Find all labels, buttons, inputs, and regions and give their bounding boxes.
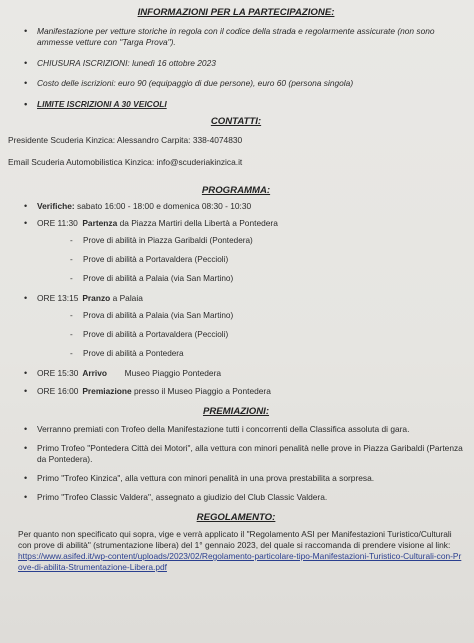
list-item: - Prove di abilità a Portavaldera (Peccioli) xyxy=(8,254,464,265)
schedule-label: Premiazione xyxy=(82,386,132,396)
list-item: • Costo delle iscrizioni: euro 90 (equipaggio di due persone), euro 60 (persona singola) xyxy=(8,78,464,89)
schedule-detail: presso il Museo Piaggio a Pontedera xyxy=(134,386,271,396)
schedule-time: ORE 13:15 xyxy=(37,293,79,303)
schedule-label: Pranzo xyxy=(82,293,111,303)
list-item: • Verranno premiati con Trofeo della Manifestazione tutti i concorrenti della Classifica assoluta di gara. xyxy=(8,424,464,435)
verifiche-label: Verifiche: xyxy=(37,201,75,211)
list-item xyxy=(8,386,464,397)
sub-list xyxy=(8,310,464,359)
list-item xyxy=(8,201,464,212)
schedule-detail: Museo Piaggio Pontedera xyxy=(124,368,222,378)
list-item: - Prove di abilità a Palaia (via San Martino) xyxy=(8,273,464,284)
info-title: INFORMAZIONI PER LA PARTECIPAZIONE: xyxy=(137,7,335,18)
programma-list-3 xyxy=(8,368,464,397)
list-item: • Primo "Trofeo Kinzica", alla vettura con minori penalità in una prova prestabilita a sorpresa. xyxy=(8,473,464,484)
programma-list xyxy=(8,201,464,229)
premiazioni-title: PREMIAZIONI: xyxy=(202,406,270,417)
schedule-label: Arrivo xyxy=(82,368,107,378)
schedule-time: ORE 11:30 xyxy=(37,218,78,228)
list-item: • Primo "Trofeo Classic Valdera", assegnato a giudizio del Club Classic Valdera. xyxy=(8,492,464,503)
programma-title: PROGRAMMA: xyxy=(201,185,271,196)
regolamento-link[interactable]: https://www.asifed.it/wp-content/uploads/2023/02/Regolamento-particolare-tipo-Manifestazioni-Turistico-Culturali-con-Prove-di-abilita-Strumentazione-Libera.pdf xyxy=(18,551,462,572)
list-item xyxy=(8,293,464,304)
schedule-time: ORE 16:00 xyxy=(37,386,79,396)
verifiche-text: sabato 16:00 - 18:00 e domenica 08:30 - 10:30 xyxy=(77,201,252,211)
info-list xyxy=(8,26,464,110)
list-item xyxy=(8,218,464,229)
premiazioni-list xyxy=(8,424,464,503)
list-item: - Prove di abilità in Piazza Garibaldi (Pontedera) xyxy=(8,235,464,246)
schedule-detail: a Palaia xyxy=(112,293,143,303)
list-item: - Prove di abilità a Portavaldera (Peccioli) xyxy=(8,329,464,340)
list-item: • Primo Trofeo "Pontedera Città dei Motori", alla vettura con minori penalità nelle prove in Piazza Garibaldi (Partenza da Pontedera). xyxy=(8,443,464,465)
list-item xyxy=(8,368,464,379)
list-item: • CHIUSURA ISCRIZIONI: lunedì 16 ottobre 2023 xyxy=(8,58,464,69)
list-item: - Prove di abilità a Pontedera xyxy=(8,348,464,359)
schedule-label: Partenza xyxy=(82,218,118,228)
regolamento-title: REGOLAMENTO: xyxy=(196,512,276,523)
contact-email: Email Scuderia Automobilistica Kinzica: info@scuderiakinzica.it xyxy=(8,157,243,167)
sub-list xyxy=(8,235,464,284)
schedule-detail: da Piazza Martiri della Libertà a Pontedera xyxy=(119,218,278,228)
regolamento-text: Per quanto non specificato qui sopra, vige e verrà applicato il "Regolamento ASI per Manifestazioni Turistico/Culturali con prove di abilità" (strumentazione libera) del 1° gennaio 2023, del quale si raccomanda di prendere visione al link: xyxy=(18,529,452,550)
list-item: • LIMITE ISCRIZIONI A 30 VEICOLI xyxy=(8,99,464,110)
list-item: - Prova di abilità a Palaia (via San Martino) xyxy=(8,310,464,321)
schedule-time: ORE 15:30 xyxy=(37,368,79,378)
contatti-title: CONTATTI: xyxy=(210,116,262,127)
contact-president: Presidente Scuderia Kinzica: Alessandro Carpita: 338-4074830 xyxy=(8,135,243,145)
list-item: • Manifestazione per vetture storiche in regola con il codice della strada e regolarmente assicurate (non sono ammesse vetture con "Targa Prova"). xyxy=(8,26,464,49)
programma-list-2 xyxy=(8,293,464,304)
